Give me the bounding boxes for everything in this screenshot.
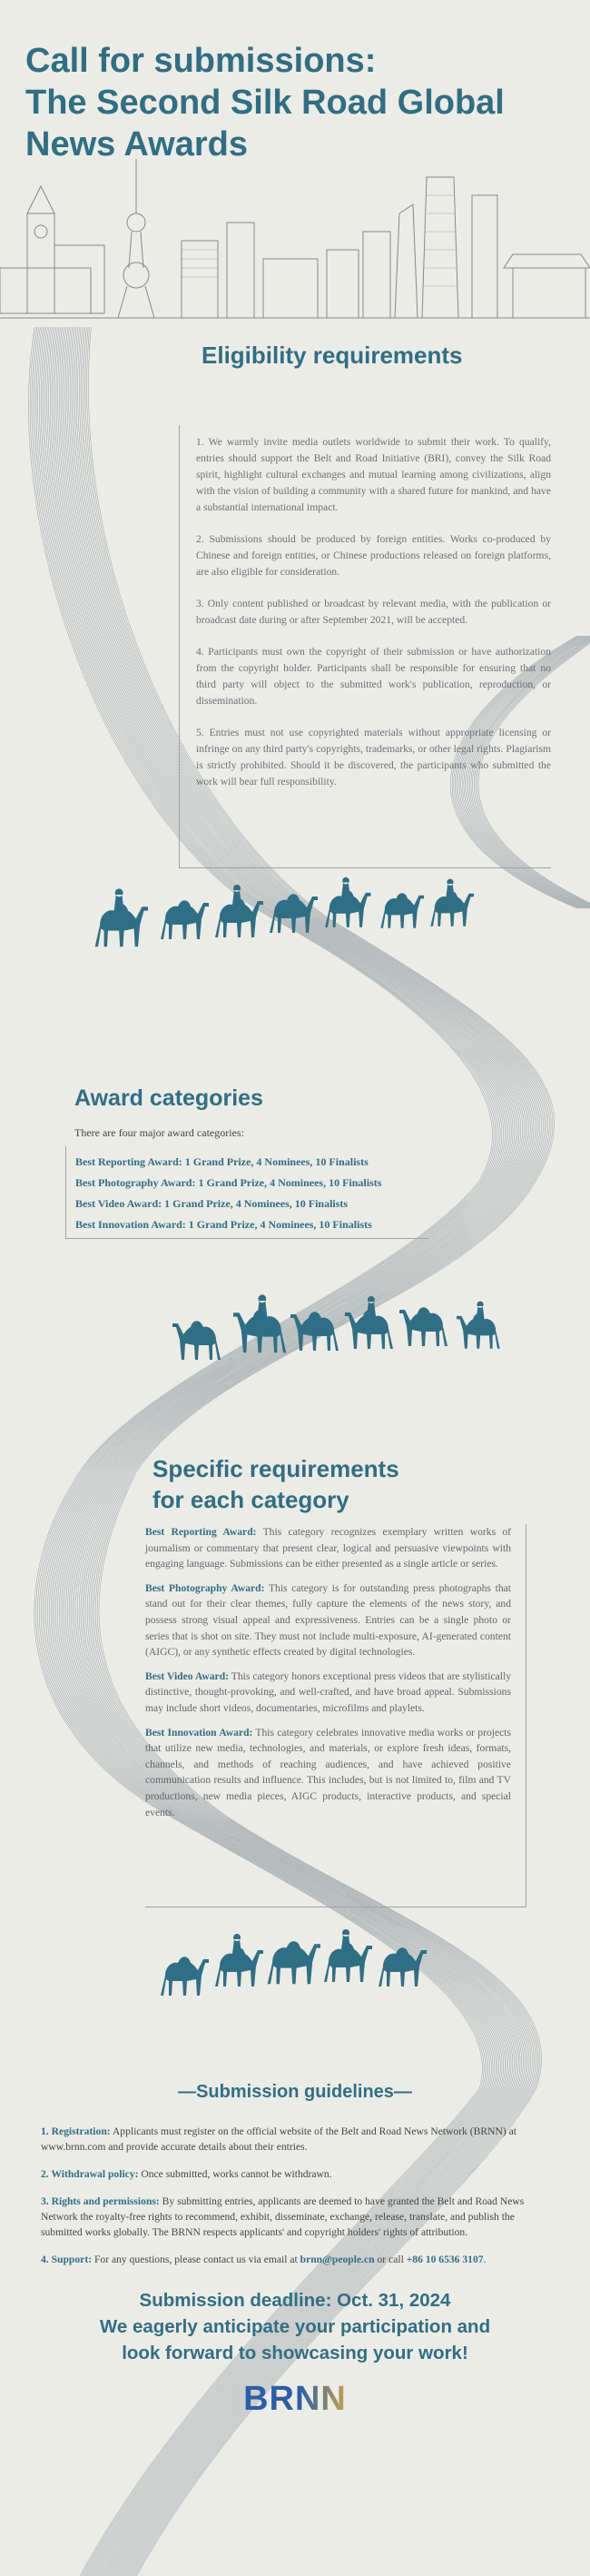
contact-phone: +86 10 6536 3107: [406, 2254, 484, 2265]
camel-icon: [380, 893, 424, 927]
contact-email-link[interactable]: brnn@people.cn: [300, 2254, 375, 2265]
guideline-text: .: [483, 2254, 487, 2265]
specific-title-line-1: Specific requirements: [152, 1455, 399, 1482]
camel-icon: [290, 1312, 339, 1351]
award-intro-text: There are four major award categories:: [74, 1126, 244, 1139]
camel-icon: [161, 900, 209, 939]
specific-item-label: Best Innovation Award:: [145, 1726, 253, 1739]
guideline-label: 2. Withdrawal policy:: [41, 2168, 139, 2180]
title-line-1: Call for submissions:: [25, 42, 377, 80]
camel-icon: [325, 877, 370, 927]
deadline-line-1: Submission deadline: Oct. 31, 2024: [139, 2290, 451, 2311]
camel-caravan-illustration: [0, 872, 590, 981]
guideline-text: Once submitted, works cannot be withdrawn.: [138, 2168, 332, 2180]
eligibility-heading: Eligibility requirements: [202, 342, 463, 369]
guideline-text: Applicants must register on the official website of the Belt and Road News Network (BRNN) at www.brnn.com and provide accurate details about their entries.: [41, 2125, 516, 2153]
camel-icon: [172, 1321, 221, 1360]
specific-item-text: This category honors exceptional press videos that are stylistically distinctive, thought-provoking, and well-crafted, and have broad appeal. Submissions may include short videos, documentaries, microfilms and playlets.: [145, 1669, 512, 1714]
camel-icon: [345, 1296, 393, 1349]
camel-icon: [457, 1302, 500, 1349]
award-categories-heading: Award categories: [74, 1085, 263, 1111]
camel-caravan-illustration: [0, 1912, 590, 2021]
specific-item: [145, 1524, 511, 1572]
specific-item-label: Best Photography Award:: [145, 1581, 265, 1594]
camel-icon: [161, 1957, 209, 1996]
camel-icon: [95, 888, 148, 946]
submission-guidelines-heading: —Submission guidelines—: [178, 2082, 412, 2102]
eligibility-item: 2. Submissions should be produced by foreign entities. Works co-produced by Chinese and foreign entities, or Chinese productions released on foreign platforms, are also eligible for consideration.: [196, 533, 551, 578]
camel-icon: [233, 1294, 286, 1352]
award-item: Best Video Award: 1 Grand Prize, 4 Nominees, 10 Finalists: [75, 1197, 349, 1210]
deadline-message: [0, 2287, 590, 2366]
guideline-label: 4. Support:: [41, 2254, 93, 2265]
camel-icon: [399, 1307, 447, 1346]
guideline-text: By submitting entries, applicants are deemed to have granted the Belt and Road News Network the royalty-free rights to recommend, exhibit, disseminate, exchange, release, translate, and publish the submitted works globally. The BRNN respects applicants' and copyright holders' rights of attribution.: [41, 2195, 525, 2238]
award-item: Best Reporting Award: 1 Grand Prize, 4 Nominees, 10 Finalists: [75, 1155, 369, 1168]
title-line-3: News Awards: [25, 125, 248, 163]
guideline-item: [41, 2252, 551, 2267]
specific-item: [145, 1669, 511, 1717]
guideline-label: 1. Registration:: [41, 2125, 111, 2137]
guidelines-list: [41, 2124, 551, 2279]
specific-item-label: Best Video Award:: [145, 1669, 230, 1682]
deadline-line-2: We eagerly anticipate your participation and: [99, 2316, 491, 2337]
camel-icon: [270, 894, 318, 933]
camel-icon: [215, 1934, 263, 1986]
title-line-2: The Second Silk Road Global: [25, 84, 505, 122]
eligibility-item: 5. Entries must not use copyrighted materials without appropriate licensing or infringe on any third party's copyrights, trademarks, or other legal rights. Plagiarism is strictly prohibited. Should it be discovered, the participants who submitted the work will bear full responsibility.: [196, 727, 551, 788]
camel-icon: [379, 1947, 427, 1986]
page-title: [25, 40, 579, 165]
camel-icon: [430, 879, 474, 926]
specific-item-text: This category recognizes exemplary written works of journalism or commentary that present clear, logical and persuasive viewpoints with engaging language. Submissions can be either presented as a single article or series.: [145, 1526, 512, 1570]
guideline-item: [41, 2124, 551, 2155]
specific-title-line-2: for each category: [152, 1486, 349, 1513]
eligibility-item: 1. We warmly invite media outlets worldwide to submit their work. To qualify, entries should support the Belt and Road Initiative (BRI), convey the Silk Road spirit, highlight cultural exchanges and mutual learning among civilizations, align with the vision of building a community with a shared future for mankind, and have a substantial international impact.: [196, 436, 551, 513]
city-skyline-illustration: [0, 159, 590, 332]
camel-caravan-illustration: [0, 1276, 590, 1385]
guideline-item: [41, 2194, 551, 2240]
deadline-line-3: look forward to showcasing your work!: [122, 2343, 468, 2363]
guideline-text: or call: [374, 2254, 407, 2265]
brnn-logo: [0, 2380, 590, 2419]
guideline-text: For any questions, please contact us via email at: [92, 2254, 300, 2265]
specific-requirements-list: [145, 1524, 526, 1907]
camel-icon: [215, 885, 263, 937]
specific-item-text: This category celebrates innovative media works or projects that utilize new media, technologies, and materials, or explore fresh ideas, formats, channels, and methods of reaching audiences, and have achieved positive communication results and influence. This includes, but is not limited to, film and TV productions, new media pieces, AIGC products, interactive products, and special events.: [145, 1726, 511, 1818]
specific-item-text: This category is for outstanding press photographs that stand out for their clear themes, fully capture the elements of the news story, and possess strong visual appeal and expressiveness. Entries can be a single photo or series that is shot on site. They must not include multi-exposure, AI-generated content (AIGC), or any synthetic effects created by digital technologies.: [145, 1581, 511, 1659]
camel-icon: [268, 1941, 320, 1984]
guideline-label: 3. Rights and permissions:: [41, 2195, 160, 2207]
eligibility-item: 3. Only content published or broadcast by relevant media, with the publication or broadcast date during or after September 2021, will be accepted.: [196, 598, 551, 626]
specific-item: [145, 1725, 511, 1821]
eligibility-item: 4. Participants must own the copyright of their submission or have authorization from the copyright holder. Participants shall be responsible for ensuring that no third party will object to the submitted work's publication, reproduction, or dissemination.: [196, 646, 551, 707]
award-item: Best Photography Award: 1 Grand Prize, 4 Nominees, 10 Finalists: [75, 1176, 382, 1189]
specific-item-label: Best Reporting Award:: [145, 1526, 257, 1538]
award-item: Best Innovation Award: 1 Grand Prize, 4 Nominees, 10 Finalists: [75, 1218, 372, 1231]
specific-item: [145, 1580, 511, 1660]
guideline-item: [41, 2166, 551, 2182]
eligibility-list: [179, 425, 551, 868]
specific-requirements-heading: [152, 1453, 399, 1515]
camel-icon: [324, 1929, 372, 1982]
award-list: [65, 1146, 428, 1239]
brnn-logo-text: BRNN: [243, 2380, 347, 2418]
